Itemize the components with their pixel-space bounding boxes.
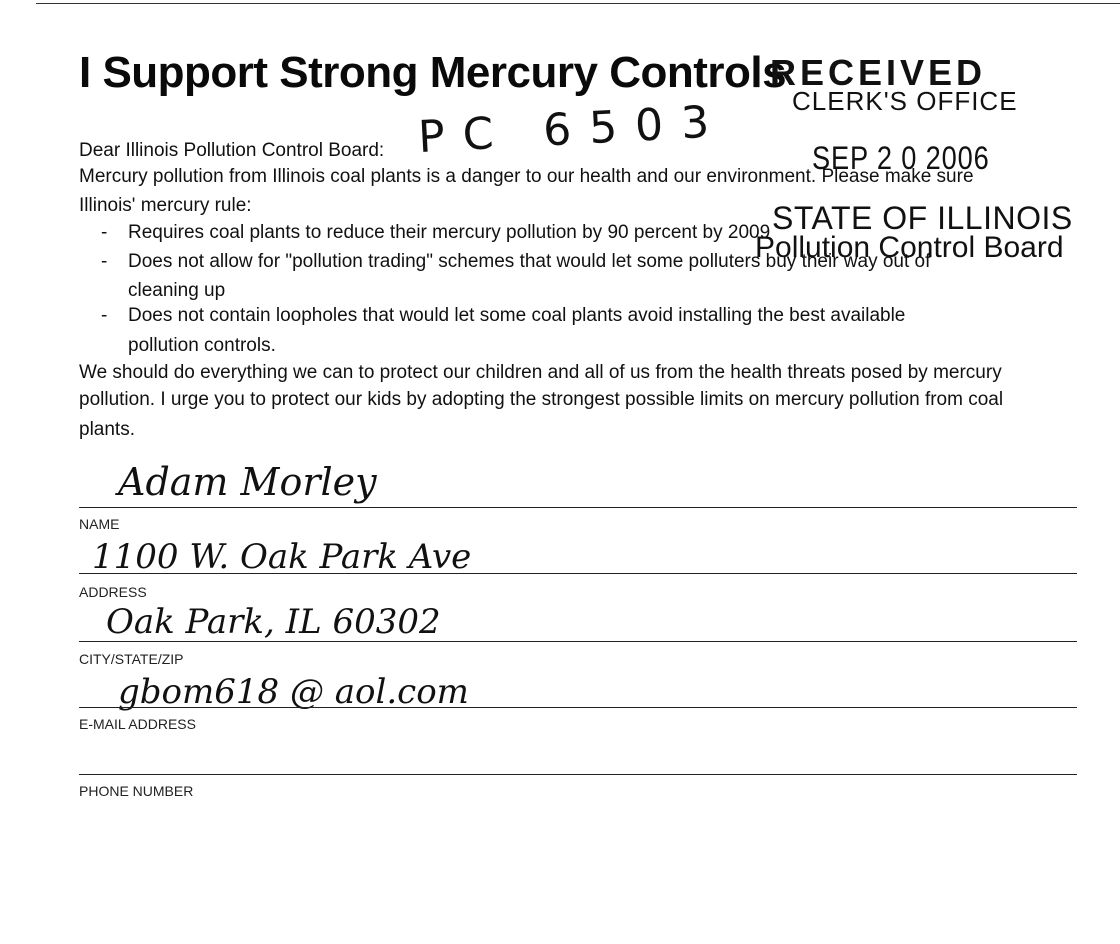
intro-line-2: Illinois' mercury rule:	[79, 195, 252, 216]
clerks-office-stamp: CLERK'S OFFICE	[792, 86, 1018, 116]
name-field-value: Adam Morley	[118, 460, 377, 504]
bullet-1-line-1: Requires coal plants to reduce their mercury pollution by 90 percent by 2009	[128, 222, 771, 243]
closing-line-1: We should do everything we can to protect our children and all of us from the health threats posed by mercury	[79, 362, 1002, 383]
page-title: I Support Strong Mercury Controls	[79, 48, 787, 97]
name-field-line	[79, 507, 1077, 508]
phone-field-line	[79, 774, 1077, 775]
bullet-dash: -	[101, 305, 108, 326]
bullet-dash: -	[101, 222, 108, 243]
stamp-state: STATE OF ILLINOIS	[772, 200, 1073, 236]
stamp-board: Pollution Control Board	[755, 231, 1064, 264]
intro-line-1: Mercury pollution from Illinois coal plants is a danger to our health and our environment. Please make sure	[79, 166, 974, 187]
city-field-value: Oak Park, IL 60302	[106, 602, 441, 642]
name-field-label: NAME	[79, 516, 120, 532]
top-border-line	[36, 3, 1120, 4]
phone-field-label: PHONE NUMBER	[79, 783, 194, 799]
city-field-line	[79, 641, 1077, 642]
bullet-3-line-1: Does not contain loopholes that would let some coal plants avoid installing the best available	[128, 305, 906, 326]
bullet-dash: -	[101, 251, 108, 272]
salutation: Dear Illinois Pollution Control Board:	[79, 140, 385, 161]
address-field-label: ADDRESS	[79, 584, 147, 600]
handwritten-annotation: PC 6503	[416, 95, 729, 164]
stamp-date: SEP 2 0 2006	[812, 140, 990, 176]
city-field-label: CITY/STATE/ZIP	[79, 651, 184, 667]
address-field-line	[79, 573, 1077, 574]
email-field-value: gbom618 @ aol.com	[118, 672, 469, 712]
closing-line-3: plants.	[79, 419, 135, 440]
bullet-2-line-2: cleaning up	[128, 280, 226, 301]
bullet-2-line-1: Does not allow for "pollution trading" schemes that would let some polluters buy their way out of	[128, 251, 931, 272]
bullet-3-line-2: pollution controls.	[128, 335, 276, 356]
received-stamp: RECEIVED	[770, 52, 987, 93]
address-field-value: 1100 W. Oak Park Ave	[92, 537, 472, 577]
closing-line-2: pollution. I urge you to protect our kids by adopting the strongest possible limits on mercury pollution from coal	[79, 389, 1004, 410]
email-field-line	[79, 707, 1077, 708]
email-field-label: E-MAIL ADDRESS	[79, 716, 196, 732]
